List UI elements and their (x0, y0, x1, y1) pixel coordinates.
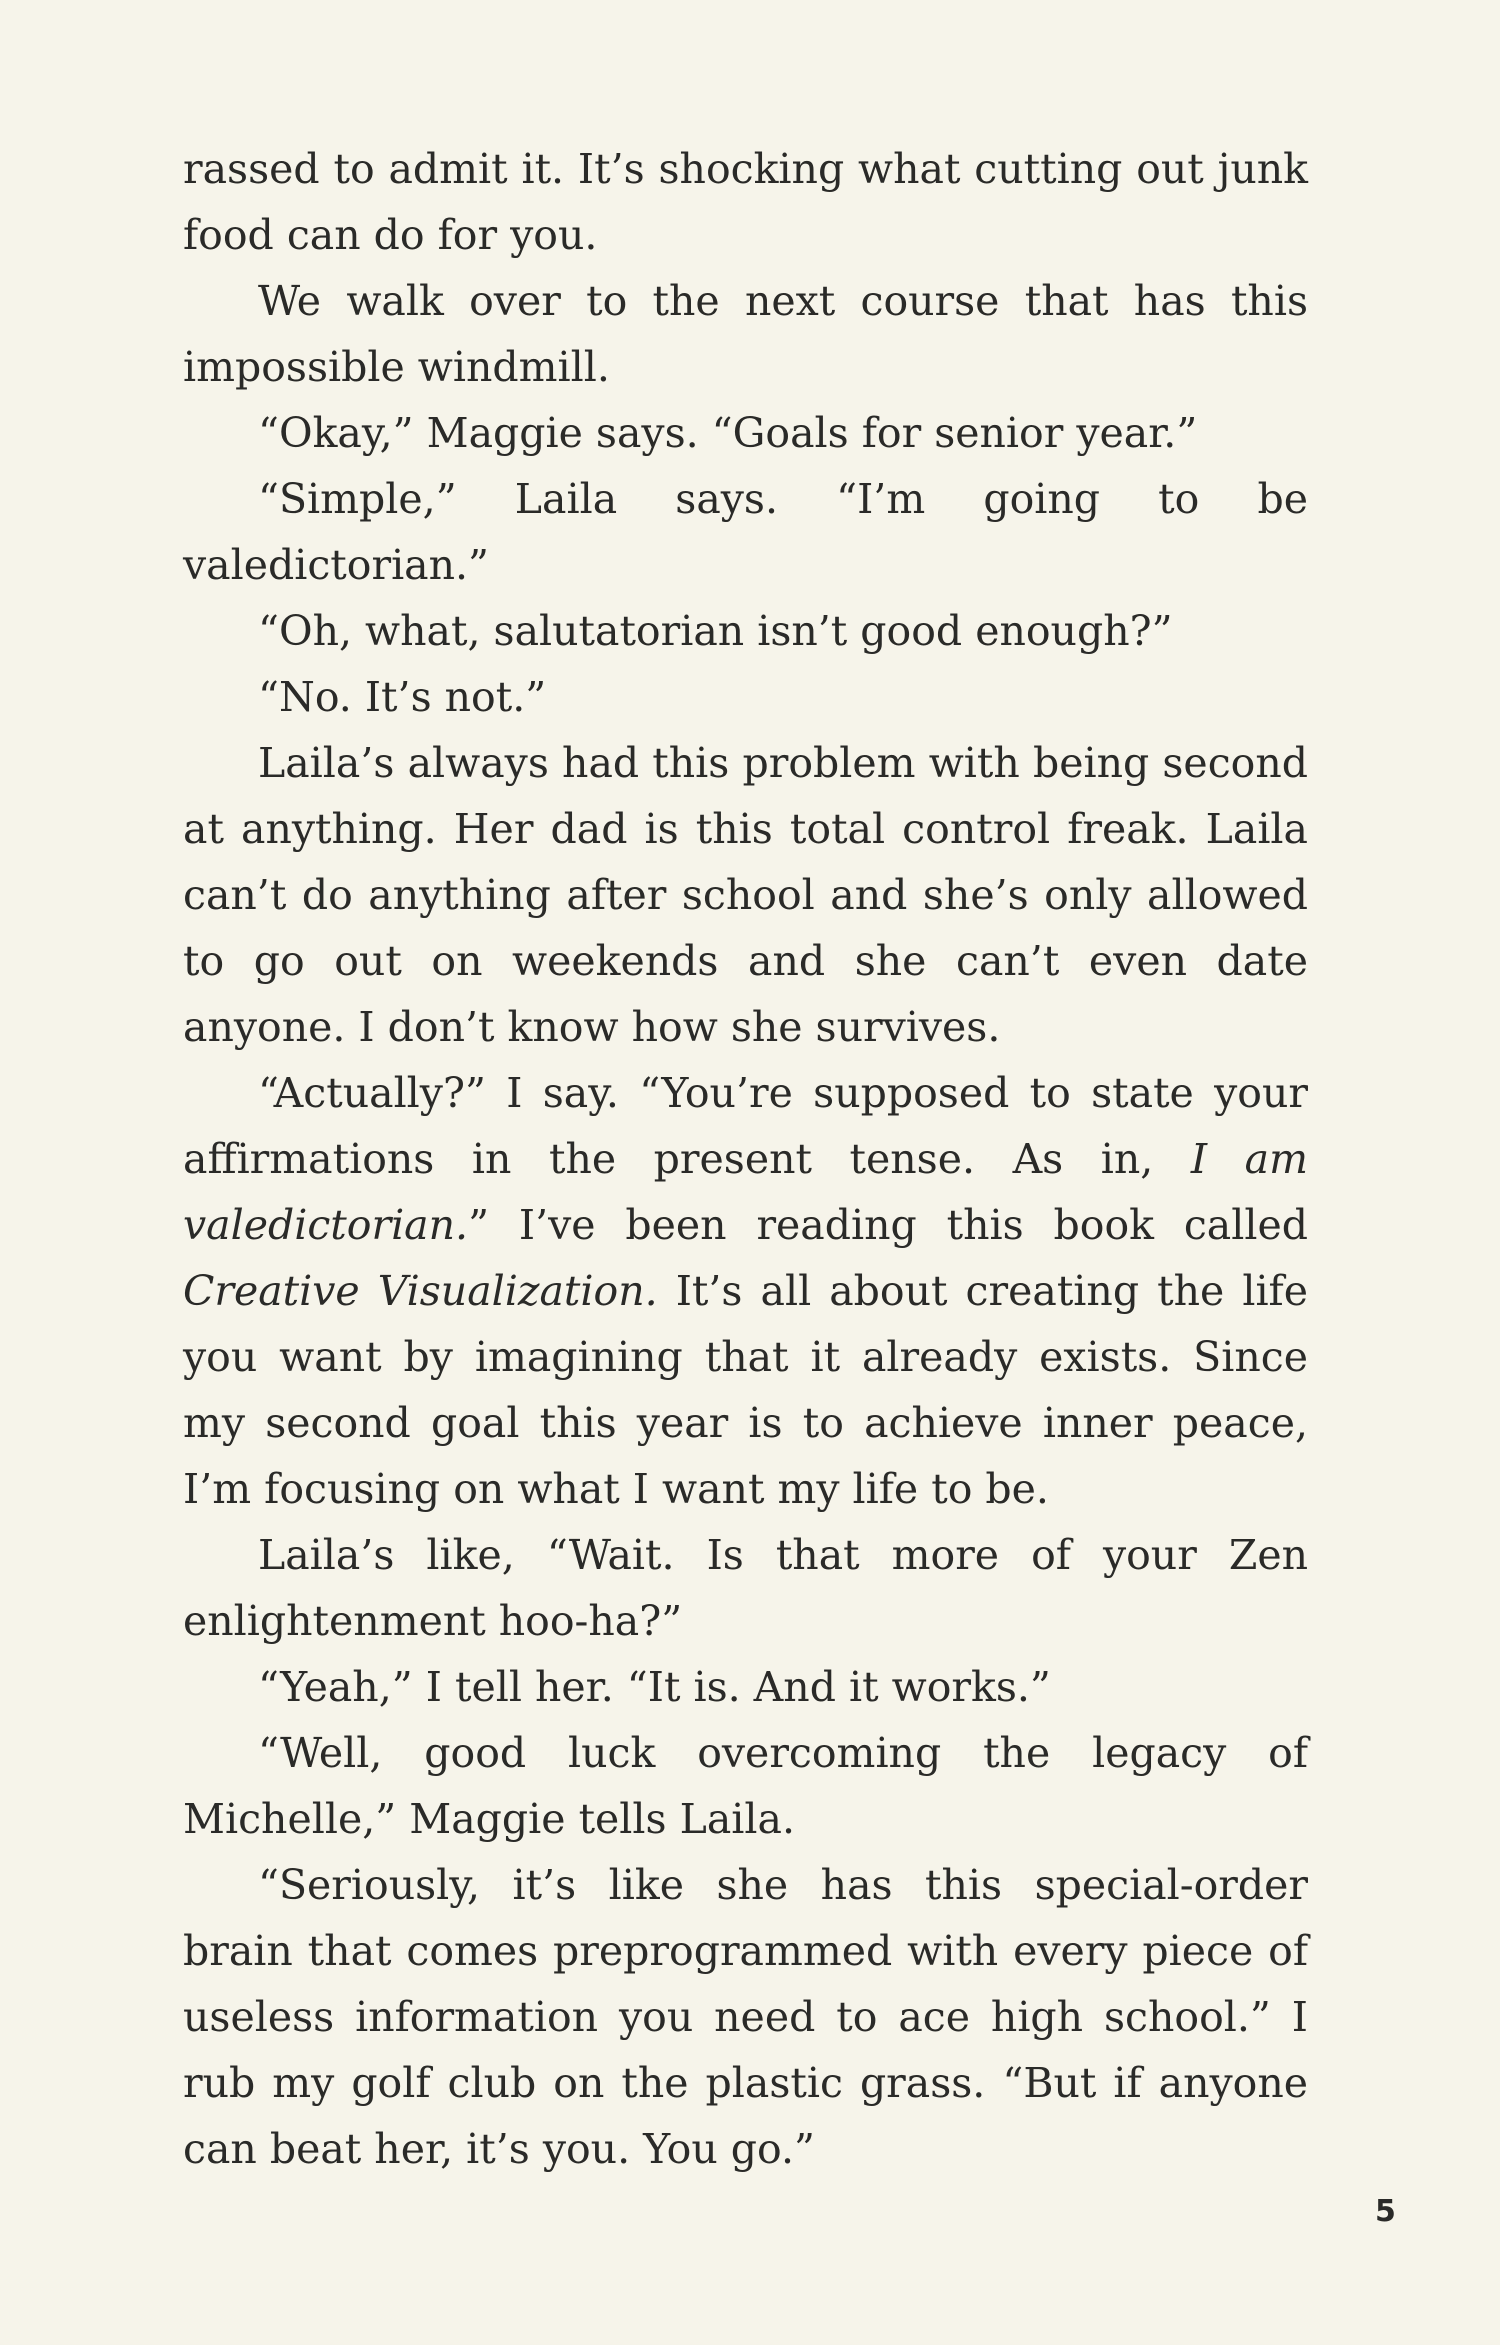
paragraph: “Simple,” Laila says. “I’m going to be valedictorian.” (183, 475, 1308, 589)
italic-book-title: Creative Visualization. (183, 1267, 658, 1315)
paragraph-affirmations (183, 1060, 1308, 1522)
paragraph: We walk over to the next course that has this impossible windmill. (183, 277, 1308, 391)
paragraph: “Yeah,” I tell her. “It is. And it works.” (258, 1663, 1051, 1711)
body-text (183, 136, 1308, 2182)
paragraph: Laila’s always had this problem with being second at anything. Her dad is this total control freak. Laila can’t do anything after school and she’s only allowed to go out on weekends and she can’t even date anyone. I don’t know how she survives. (183, 739, 1308, 1051)
paragraph: “Seriously, it’s like she has this special-order brain that comes preprogrammed with every piece of useless information you need to ace high school.” I rub my golf club on the plastic grass. “But if anyone can beat her, it’s you. You go.” (183, 1861, 1308, 2173)
paragraph-text: It’s all about creating the life you want by imagining that it already exists. Since my second goal this year is to achieve inner peace, I’m focusing on what I want my life to be. (183, 1267, 1308, 1513)
paragraph: “Well, good luck overcoming the legacy of Michelle,” Maggie tells Laila. (183, 1729, 1308, 1843)
paragraph: rassed to admit it. It’s shocking what cutting out junk food can do for you. (183, 145, 1308, 259)
paragraph-text: “Actually?” I say. “You’re supposed to state your affirmations in the present tense. As in, (183, 1069, 1308, 1183)
paragraph: Laila’s like, “Wait. Is that more of your Zen enlightenment hoo-ha?” (183, 1531, 1308, 1645)
paragraph: “Okay,” Maggie says. “Goals for senior year.” (258, 409, 1198, 457)
italic-affirmation: I am valedictorian. (183, 1135, 1308, 1249)
page-number: 5 (1375, 2194, 1396, 2229)
paragraph: “Oh, what, salutatorian isn’t good enough?” (258, 607, 1173, 655)
paragraph-text: ” I’ve been reading this book called (468, 1201, 1308, 1249)
paragraph: “No. It’s not.” (258, 673, 547, 721)
